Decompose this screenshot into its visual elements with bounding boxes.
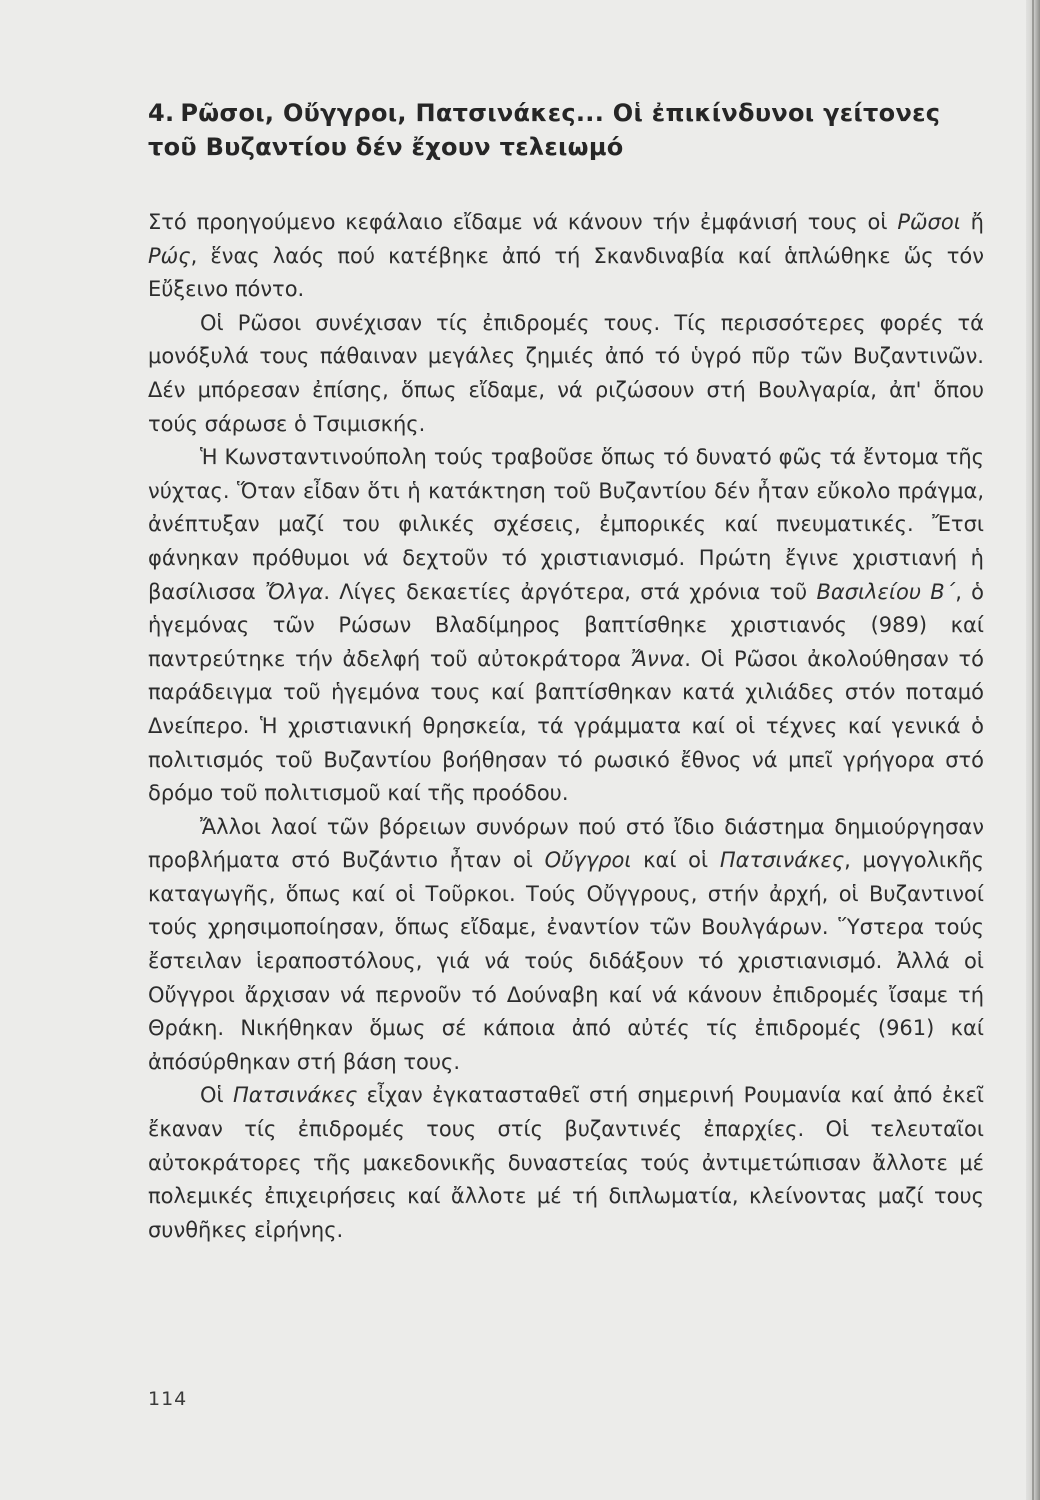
italic-term: Βασιλείου Β΄ bbox=[816, 579, 956, 604]
italic-term: Ρώς bbox=[148, 243, 191, 268]
paragraph bbox=[148, 206, 984, 307]
page-content bbox=[148, 96, 984, 1247]
paragraph bbox=[148, 1079, 984, 1247]
italic-term: Πατσινάκες bbox=[719, 848, 845, 873]
italic-term: Πατσινάκες bbox=[232, 1083, 358, 1108]
paragraph-text: ἤ bbox=[960, 210, 984, 234]
chapter-title bbox=[148, 96, 984, 164]
paragraph-text: εἶχαν ἐγκατασταθεῖ στή σημερινή Ρουμανία καί ἀπό ἐκεῖ ἔκαναν τίς ἐπιδρομές τους στίς βυζαντινές ἐπαρχίες. Οἱ τελευταῖοι αὐτοκράτορες τῆς μακεδονικῆς δυναστείας τούς ἀντιμετώπισαν ἄλλοτε μέ πολεμικές ἐπιχειρήσεις καί ἄλλοτε μέ τή διπλωματία, κλείνοντας μαζί τους συνθῆκες εἰρήνης. bbox=[148, 1083, 984, 1242]
page-number: 114 bbox=[148, 1388, 188, 1410]
paragraph-text: , ἕνας λαός πού κατέβηκε ἀπό τή Σκανδιναβία καί ἁπλώθηκε ὥς τόν Εὔξεινο πόντο. bbox=[148, 243, 984, 302]
paragraph bbox=[148, 811, 984, 1080]
paragraph-text: , μογγολικῆς καταγωγῆς, ὅπως καί οἱ Τοῦρκοι. Τούς Οὔγγρους, στήν ἀρχή, οἱ Βυζαντινοί τούς χρησιμοποίησαν, ὅπως εἴδαμε, ἐναντίον τῶν Βουλγάρων. Ὕστερα τούς ἔστειλαν ἱεραποστόλους, γιά νά τούς διδάξουν τό χριστιανισμό. Ἀλλά οἱ Οὔγγροι ἄρχισαν νά περνοῦν τό Δούναβη καί νά κάνουν ἐπιδρομές ἴσαμε τή Θράκη. Νικήθηκαν ὅμως σέ κάποια ἀπό αὐτές τίς ἐπιδρομές (961) καί ἀπόσύρθηκαν στή βάση τους. bbox=[148, 848, 984, 1074]
italic-term: Ρῶσοι bbox=[897, 210, 961, 234]
paragraph-text: . Λίγες δεκαετίες ἀργότερα, στά χρόνια τοῦ bbox=[323, 579, 817, 604]
paragraph bbox=[148, 441, 984, 811]
italic-term: Οὔγγροι bbox=[544, 848, 632, 873]
paragraph-text: Ἡ Κωνσταντινούπολη τούς τραβοῦσε ὅπως τό δυνατό φῶς τά ἔντομα τῆς νύχτας. Ὅταν εἶδαν ὅτι ἡ κατάκτηση τοῦ Βυζαντίου δέν ἦταν εὔκολο πράγμα, ἀνέπτυξαν μαζί του φιλικές σχέσεις, ἐμπορικές καί πνευματικές. Ἔτσι φάνηκαν πρόθυμοι νά δεχτοῦν τό χριστιανισμό. Πρώτη ἔγινε χριστιανή ἡ βασίλισσα bbox=[148, 445, 984, 604]
paragraph bbox=[148, 307, 984, 441]
chapter-number: 4. bbox=[148, 99, 175, 127]
paragraph-text: Οἱ bbox=[200, 1083, 233, 1108]
paragraph-text: καί οἱ bbox=[631, 848, 720, 873]
page-edge-line bbox=[1032, 0, 1034, 1500]
italic-term: Ὄλγα bbox=[264, 579, 324, 604]
chapter-title-text: Ρῶσοι, Οὔγγροι, Πατσινάκες... Οἱ ἐπικίνδυνοι γείτονες τοῦ Βυζαντίου δέν ἔχουν τελειωμό bbox=[148, 99, 941, 161]
paragraph-text: Οἱ Ρῶσοι συνέχισαν τίς ἐπιδρομές τους. Τίς περισσότερες φορές τά μονόξυλά τους πάθαιναν μεγάλες ζημιές ἀπό τό ὑγρό πῦρ τῶν Βυζαντινῶν. Δέν μπόρεσαν ἐπίσης, ὅπως εἴδαμε, νά ριζώσουν στή Βουλγαρία, ἀπ' ὅπου τούς σάρωσε ὁ Τσιμισκής. bbox=[148, 310, 984, 436]
paragraph-text: Ἄλλοι λαοί τῶν βόρειων συνόρων πού στό ἴδιο διάστημα δημιούργησαν προβλήματα στό Βυζάντιο ἦταν οἱ bbox=[148, 814, 984, 873]
paragraph-text: , ὁ ἡγεμόνας τῶν Ρώσων Βλαδίμηρος βαπτίσθηκε χριστιανός (989) καί παντρεύτηκε τήν ἀδελφή τοῦ αὐτοκράτορα bbox=[148, 579, 984, 671]
paragraph-text: . Οἱ Ρῶσοι ἀκολούθησαν τό παράδειγμα τοῦ ἡγεμόνα τους καί βαπτίσθηκαν κατά χιλιάδες στόν ποταμό Δνείπερο. Ἡ χριστιανική θρησκεία, τά γράμματα καί οἱ τέχνες καί γενικά ὁ πολιτισμός τοῦ Βυζαντίου βοήθησαν τό ρωσικό ἔθνος νά μπεῖ γρήγορα στό δρόμο τοῦ πολιτισμοῦ καί τῆς προόδου. bbox=[148, 646, 984, 806]
italic-term: Ἄννα bbox=[630, 646, 685, 671]
paragraph-text: Στό προηγούμενο κεφάλαιο εἴδαμε νά κάνουν τήν ἐμφάνισή τους οἱ bbox=[148, 210, 898, 234]
